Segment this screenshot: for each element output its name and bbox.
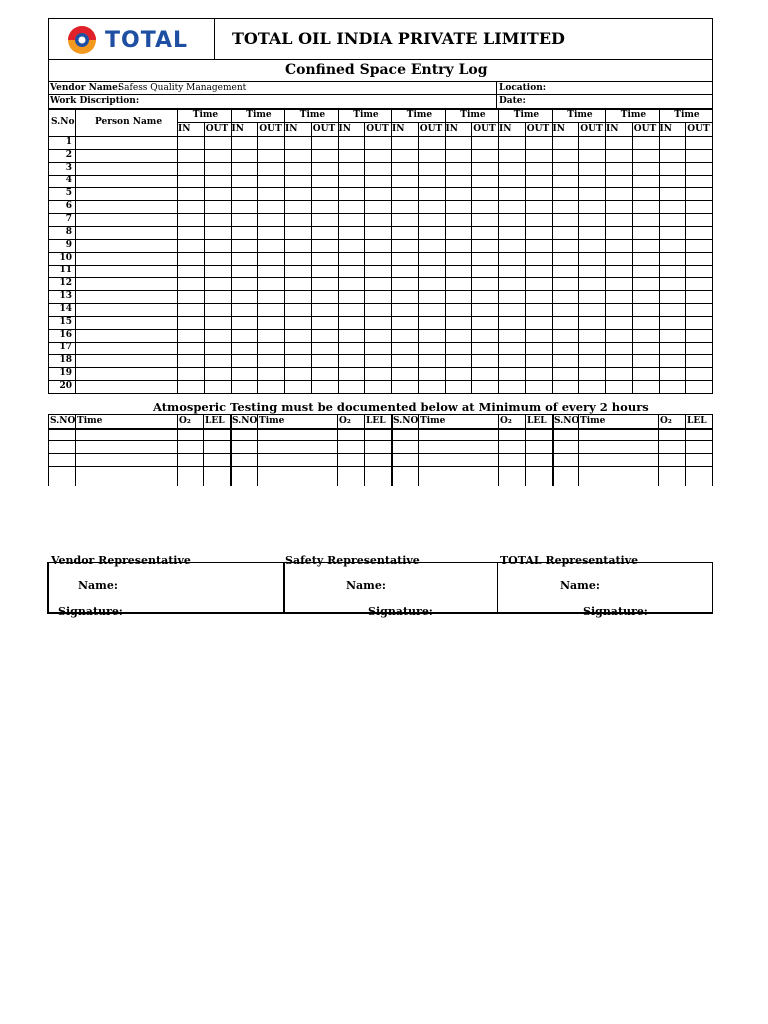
atmos-row	[48, 466, 713, 467]
atmos-col	[525, 414, 526, 486]
row-number: 13	[59, 291, 72, 302]
time-header: Time	[406, 110, 433, 120]
row-number: 3	[65, 162, 72, 173]
atmos-row	[48, 453, 713, 454]
atmos-sno-header: S.NO	[232, 416, 258, 426]
atmos-o2-header: O₂	[660, 416, 672, 426]
vendor-label: Vendor Name:	[50, 83, 122, 93]
time-header: Time	[513, 110, 540, 120]
sig-div-1	[283, 562, 285, 614]
in-header: IN	[178, 124, 191, 134]
atmos-title: Atmosperic Testing must be documented below at Minimum of every 2 hours	[153, 400, 649, 414]
out-header: OUT	[473, 124, 496, 134]
out-header: OUT	[366, 124, 389, 134]
atmos-sno-header: S.NO	[393, 416, 419, 426]
time-header: Time	[567, 110, 593, 120]
row-number: 7	[65, 213, 72, 224]
atmos-time-header: Time	[580, 416, 606, 426]
vendor-rep-heading: Vendor Representative	[51, 554, 191, 567]
row-number: 14	[59, 303, 72, 314]
atmos-o2-header: O₂	[339, 416, 351, 426]
atmos-col	[364, 414, 365, 486]
vendor-name-label: Name:	[78, 579, 118, 592]
atmos-col	[658, 414, 659, 486]
row-number: 5	[65, 188, 72, 199]
in-header: IN	[285, 124, 298, 134]
row-number: 20	[59, 381, 72, 391]
atmos-o2-header: O₂	[179, 416, 191, 426]
in-header: IN	[231, 124, 244, 134]
atmos-col	[48, 414, 49, 486]
total-name-label: Name:	[560, 579, 600, 592]
time-header: Time	[192, 110, 219, 120]
company-name: TOTAL OIL INDIA PRIVATE LIMITED	[232, 29, 565, 48]
row-number: 18	[59, 355, 72, 366]
signature-section	[47, 554, 714, 618]
date-label: Date:	[499, 96, 526, 106]
out-header: OUT	[633, 124, 657, 134]
row-number: 8	[65, 226, 72, 237]
in-header: IN	[392, 124, 405, 134]
sno-header: S.No	[51, 117, 75, 127]
atmos-col	[203, 414, 204, 486]
atmos-time-header: Time	[420, 416, 446, 426]
atmos-right	[712, 414, 713, 486]
out-header: OUT	[580, 124, 603, 134]
in-header: IN	[445, 124, 458, 134]
row-number: 4	[65, 175, 72, 186]
row-number: 9	[65, 239, 72, 250]
atmos-sno-header: S.NO	[50, 416, 76, 426]
atmos-time-header: Time	[77, 416, 103, 426]
out-header: OUT	[259, 124, 282, 134]
sig-right-line	[712, 562, 713, 614]
atmos-header-line	[48, 428, 713, 430]
atmos-o2-header: O₂	[500, 416, 512, 426]
logo-text: TOTAL	[105, 28, 189, 53]
form-title: Confined Space Entry Log	[285, 62, 488, 78]
atmos-table	[0, 0, 768, 490]
row-number: 19	[59, 368, 72, 379]
time-header: Time	[460, 110, 486, 120]
atmos-col	[177, 414, 178, 486]
atmos-lel-header: LEL	[205, 416, 225, 426]
row-number: 15	[59, 316, 72, 327]
total-signature-label: Signature:	[583, 605, 648, 618]
row-number: 16	[59, 329, 72, 340]
out-header: OUT	[687, 124, 710, 134]
sig-left-line	[47, 562, 49, 614]
atmos-lel-header: LEL	[687, 416, 707, 426]
out-header: OUT	[419, 124, 443, 134]
out-header: OUT	[526, 124, 550, 134]
time-header: Time	[353, 110, 379, 120]
time-header: Time	[246, 110, 272, 120]
vendor-value: Safess Quality Management	[118, 83, 247, 93]
time-header: Time	[620, 110, 647, 120]
atmos-lel-header: LEL	[527, 416, 547, 426]
sig-div-2	[497, 562, 498, 614]
row-number: 6	[65, 201, 72, 212]
in-header: IN	[659, 124, 672, 134]
work-description-label: Work Discription:	[50, 96, 140, 106]
safety-name-label: Name:	[346, 579, 386, 592]
atmos-row	[48, 440, 713, 441]
out-header: OUT	[312, 124, 336, 134]
location-label: Location:	[499, 83, 547, 93]
atmos-top-line	[48, 414, 713, 415]
atmos-time-header: Time	[259, 416, 285, 426]
safety-rep-heading: Safety Representative	[285, 554, 420, 567]
time-header: Time	[299, 110, 326, 120]
row-number: 12	[59, 278, 72, 289]
in-header: IN	[552, 124, 565, 134]
in-header: IN	[338, 124, 351, 134]
safety-signature-label: Signature:	[368, 605, 433, 618]
atmos-col	[498, 414, 499, 486]
row-number: 1	[65, 136, 72, 147]
row-number: 17	[59, 342, 72, 353]
out-header: OUT	[205, 124, 229, 134]
atmos-col	[337, 414, 338, 486]
row-number: 10	[59, 252, 72, 263]
atmos-lel-header: LEL	[366, 416, 386, 426]
atmos-sno-header: S.NO	[554, 416, 580, 426]
in-header: IN	[499, 124, 512, 134]
vendor-signature-label: Signature:	[58, 605, 123, 618]
in-header: IN	[606, 124, 619, 134]
time-header: Time	[674, 110, 700, 120]
person-name-header: Person Name	[95, 117, 163, 127]
atmos-col	[685, 414, 686, 486]
row-number: 2	[65, 149, 72, 160]
total-rep-heading: TOTAL Representative	[500, 554, 639, 567]
row-number: 11	[59, 265, 72, 276]
